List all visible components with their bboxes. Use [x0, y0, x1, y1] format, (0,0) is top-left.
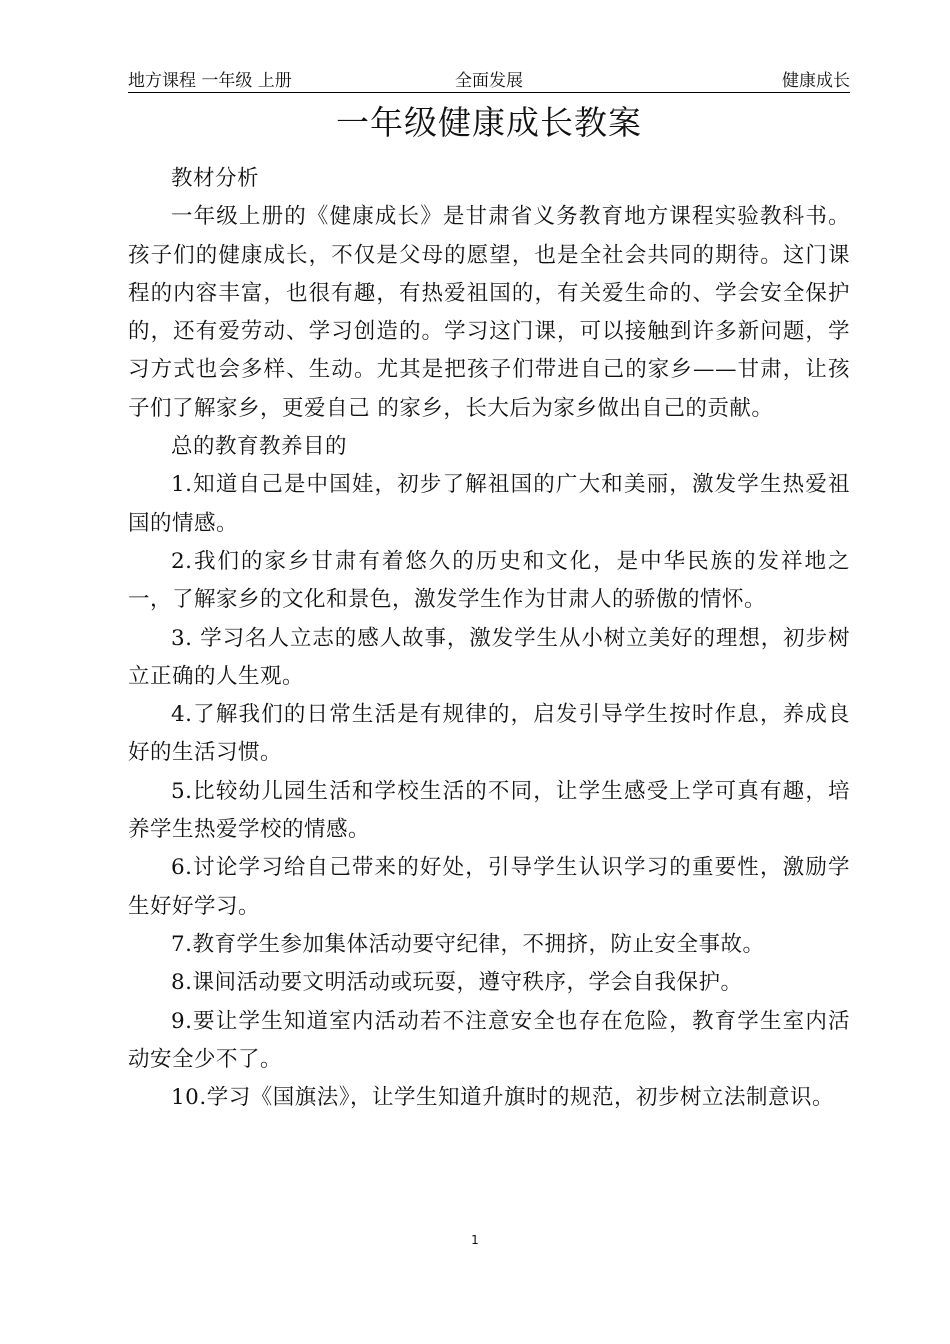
page-number: 1	[471, 1233, 479, 1247]
section-heading-material-analysis: 教材分析	[171, 166, 260, 191]
goal-item-7: 7.教育学生参加集体活动要守纪律，不拥挤，防止安全事故。	[171, 931, 765, 957]
goal-item-4: 4.了解我们的日常生活是有规律的，启发引导学生按时作息，养成良好的生活习惯。	[128, 702, 850, 766]
header-course-info: 地方课程 一年级 上册	[128, 71, 292, 91]
document-title: 一年级健康成长教案	[336, 103, 642, 142]
goal-item-6: 6.讨论学习给自己带来的好处，引导学生认识学习的重要性，激励学生好好学习。	[128, 855, 850, 919]
goal-item-9: 9.要让学生知道室内活动若不注意安全也存在危险，教育学生室内活动安全少不了。	[128, 1008, 850, 1072]
goal-item-3: 3. 学习名人立志的感人故事，激发学生从小树立美好的理想，初步树立正确的人生观。	[128, 625, 850, 689]
goal-item-2: 2.我们的家乡甘肃有着悠久的历史和文化，是中华民族的发祥地之一，了解家乡的文化和景色，激发学生作为甘肃人的骄傲的情怀。	[128, 548, 850, 613]
document-body	[128, 160, 850, 1117]
goal-item-1: 1.知道自己是中国娃，初步了解祖国的广大和美丽，激发学生热爱祖国的情感。	[128, 472, 850, 536]
header-theme: 全面发展	[455, 71, 523, 91]
goal-item-8: 8.课间活动要文明活动或玩耍，遵守秩序，学会自我保护。	[171, 970, 743, 996]
goal-item-5: 5.比较幼儿园生活和学校生活的不同，让学生感受上学可真有趣，培养学生热爱学校的情感。	[128, 778, 850, 843]
header-subject: 健康成长	[782, 71, 850, 91]
section-heading-education-goals: 总的教育教养目的	[171, 434, 348, 460]
page-header	[128, 66, 850, 93]
goal-item-10: 10.学习《国旗法》，让学生知道升旗时的规范，初步树立法制意识。	[171, 1085, 834, 1111]
paragraph-material-analysis: 一年级上册的《健康成长》是甘肃省义务教育地方课程实验教科书。孩子们的健康成长，不仅是父母的愿望，也是全社会共同的期待。这门课程的内容丰富，也很有趣，有热爱祖国的，有关爱生命的、学会安全保护的，还有爱劳动、学习创造的。学习这门课，可以接触到许多新问题，学习方式也会多样、生动。尤其是把孩子们带进自己的家乡——甘肃，让孩子们了解家乡，更爱自己 的家乡，长大后为家乡做出自己的贡献。	[128, 204, 850, 421]
